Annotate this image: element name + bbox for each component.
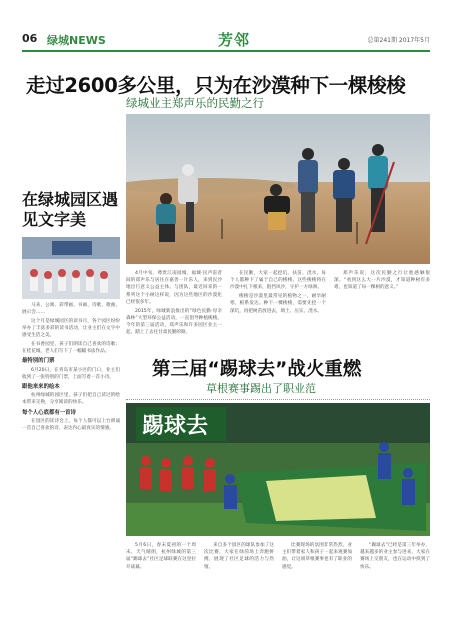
lead-body-column [230, 270, 326, 348]
sidebar-subheading: 每个人心底都有一首诗 [22, 409, 76, 416]
second-body-column [204, 542, 274, 634]
sidebar-photo [22, 237, 120, 299]
lead-body-column [334, 270, 430, 348]
lead-body-column [126, 270, 222, 348]
lead-paragraph: 郑声乐说，这次民勤之行让他感触很深。“看到这么大一片沙漠，才知道种树有多难，也知道了每一棵树的意义。” [334, 271, 430, 291]
sidebar-paragraph: 在园区的读诗会上，每个人都可以上台朗诵一首自己喜欢的诗，表达内心最真实的情感。 [22, 418, 120, 432]
second-headline: 第三届“踢球去”战火重燃 [152, 359, 362, 380]
sidebar-paragraph: 这个月是绿城园区的读书月，各个园区纷纷举办了丰富多彩的读书活动，让业主们在文字中感受生活之美。 [22, 318, 120, 339]
sidebar-paragraph: 在书香园里，孩子们朗读自己喜欢的诗歌；在桂花城，老人们写下了一幅幅书法作品。 [22, 342, 120, 355]
sidebar-paragraph: 6月20日，在青岛市某小区的门口，业主们收到了一张特别的门票，上面写着一首小诗。 [22, 367, 120, 380]
brand-name: 绿城NEWS [47, 34, 106, 47]
second-paragraph: 5月6日，春末夏初的一个周末，天气晴朗，杭州绿城的第三届“踢球去”社区足球联赛在这里拉开战幕。 [126, 543, 196, 570]
second-paragraph: “踢球去”已经是第三年举办，越来越多的业主参与进来，大家在赛场上交朋友，也在运动中找到了快乐。 [360, 543, 430, 570]
lead-paragraph: 在民勤，大家一起挖坑、扶苗、浇水，每个人都种下了属于自己的梭梭。这些梭梭将在沙漠中扎下根来，阻挡风沙，守护一方绿洲。 [230, 271, 326, 291]
second-body-column [282, 542, 352, 634]
sidebar-subheading: 最特别的门票 [22, 358, 55, 365]
sidebar-intro: 马来、公寓、彩带画、书画、诗歌、歌曲、展示会…… [22, 303, 120, 316]
lead-headline: 走过2600多公里，只为在沙漠种下一棵梭梭 [26, 74, 406, 97]
section-title: 芳邻 [218, 31, 251, 49]
sidebar-subheading: 跟他来来的绘本 [22, 384, 60, 391]
sidebar-column [22, 302, 120, 632]
football-photo [126, 403, 430, 536]
sidebar-title: 在绿城园区遇见文字美 [22, 190, 119, 229]
second-paragraph: 来自多个园区的球队参加了这次比赛，大家在绿茵场上奔跑拼搏，展现了社区足球的活力与热情。 [204, 543, 274, 570]
second-subhead: 草根赛事踢出了职业范 [206, 382, 316, 395]
lead-paragraph: 梭梭是沙漠里最常见的植物之一，耐旱耐寒，根系发达。种下一棵梭梭，需要先挖一个深坑，再把树苗放进去，填土、压实、浇水。 [230, 294, 326, 314]
second-body-column [126, 542, 196, 634]
sidebar-paragraph: 杭州绿城的园区里，孩子们把自己读过的绘本带来交换，分享阅读的快乐。 [22, 393, 120, 406]
masthead [22, 31, 430, 49]
divider [126, 399, 430, 401]
masthead-rule [22, 50, 430, 52]
page-number: 06 [22, 32, 38, 45]
issue-info: 总第241期 2017年5月 [367, 37, 430, 44]
second-paragraph: 比赛现场的氛围非常热烈，业主们带着家人和孩子一起来观赛加油，让这项草根赛事也有了职业的感觉。 [282, 543, 352, 570]
banner-text: 踢球去 [142, 414, 209, 439]
lead-paragraph: 4月中旬，尊贵江南园城，福城·民声雷者间的郑声乐与居住在嘉善一片乐人，来到民沙地出行意义公益主体。与团队，最近回来的一系列这个小树这样说，因为这些地区的沙漠化已经很多年。 [126, 271, 222, 305]
lead-subhead: 绿城业主郑声乐的民勤之行 [126, 96, 264, 110]
second-body-column [360, 542, 430, 634]
lead-photo [126, 114, 430, 264]
lead-paragraph: 2015年，绿城新浪推出的“绿色民勤·母亲森林”大型环保公益活动，一直倡导种植梭梭。今年的第三届活动，郑声乐和许多园区业主一起，踏上了去往甘肃民勤的路。 [126, 308, 222, 336]
